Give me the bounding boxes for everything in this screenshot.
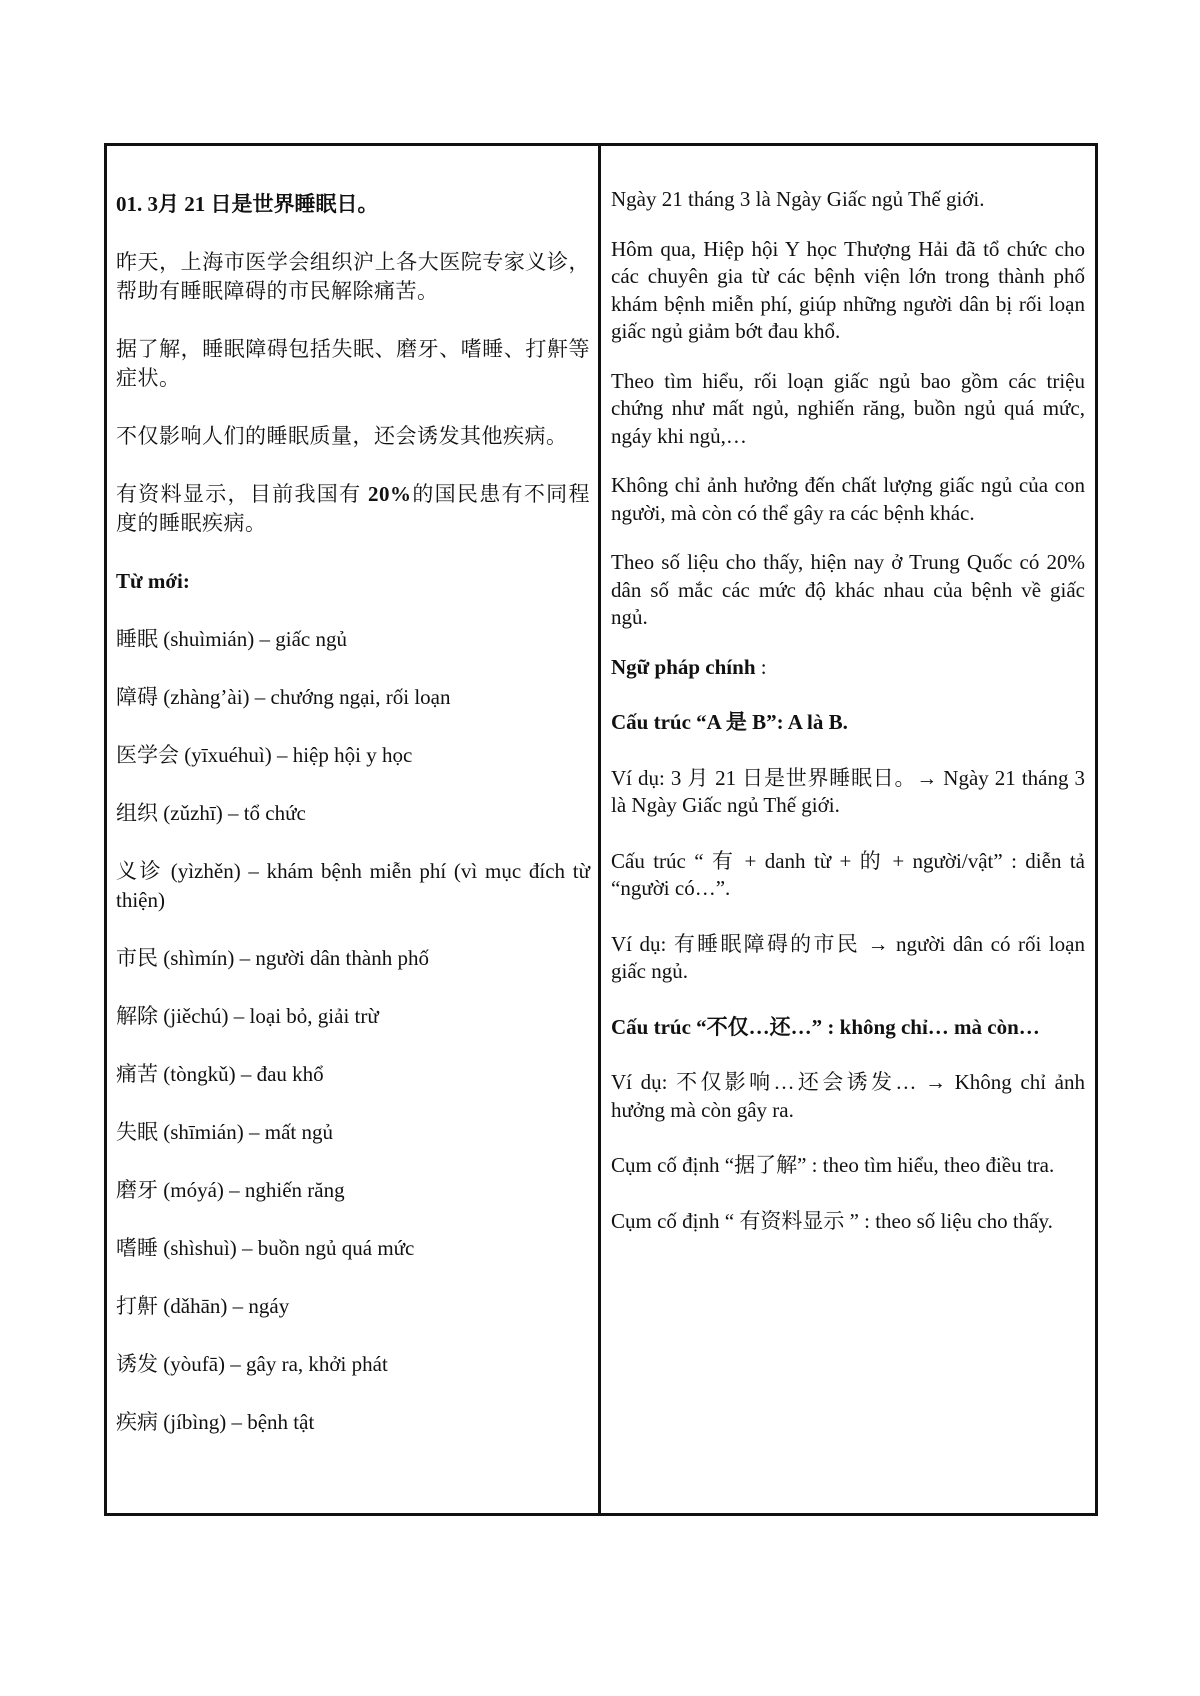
grammar-example: Ví dụ: 不仅影响…还会诱发… → Không chỉ ảnh hưởng mà còn gây ra. (611, 1070, 1085, 1122)
structure-text: Cấu trúc “不仅…还…” : không chỉ… mà còn… (611, 1014, 1040, 1039)
percent: 20% (368, 482, 412, 506)
grammar-structure: Cấu trúc “ 有 + danh từ + 的 + người/vật” : diễn tả “người có…”. (611, 848, 1085, 900)
vocab-item: 医学会 (yīxuéhuì) – hiệp hội y học (116, 743, 413, 767)
fixed-phrase: Cụm cố định “ 有资料显示 ” : theo số liệu cho thấy. (611, 1208, 1053, 1233)
grammar-heading-text: Ngữ pháp chính (611, 654, 756, 679)
fixed-phrase: Cụm cố định “据了解” : theo tìm hiểu, theo điều tra. (611, 1153, 1055, 1177)
vocab-item: 障碍 (zhàng’ài) – chướng ngại, rối loạn (116, 685, 451, 709)
vietnamese-column (601, 146, 1095, 1513)
grammar-heading (611, 654, 1085, 682)
vocab-list (116, 625, 590, 1437)
vocab-item: 睡眠 (shuìmián) – giấc ngủ (116, 627, 347, 651)
chinese-paragraph (116, 480, 590, 538)
vocab-item: 痛苦 (tòngkǔ) – đau khổ (116, 1062, 324, 1086)
structure-text: Cấu trúc “A 是 B”: A là B. (611, 710, 848, 734)
grammar-structure (611, 709, 1085, 737)
text: 的国民患有不同程度的睡眠疾病。 (116, 482, 590, 535)
grammar-example: Ví dụ: 3 月 21 日是世界睡眠日。→ Ngày 21 tháng 3 là Ngày Giấc ngủ Thế giới. (611, 765, 1085, 817)
translation-paragraph: Ngày 21 tháng 3 là Ngày Giấc ngủ Thế giới. (611, 187, 985, 211)
vocab-item: 义诊 (yìzhěn) – khám bệnh miễn phí (vì mục đích từ thiện) (116, 859, 590, 912)
vocab-heading (116, 567, 590, 596)
grammar-structure (611, 1014, 1085, 1042)
vocab-item: 组织 (zǔzhī) – tổ chức (116, 801, 306, 825)
translation-paragraph: Không chỉ ảnh hưởng đến chất lượng giấc ngủ của con người, mà còn có thể gây ra các bệnh khác. (611, 473, 1085, 525)
translation-paragraph: Hôm qua, Hiệp hội Y học Thượng Hải đã tổ chức cho các chuyên gia từ các bệnh viện lớn trong thành phố khám bệnh miễn phí, giúp những người dân bị rối loạn giấc ngủ giảm bớt đau khổ. (611, 236, 1085, 343)
vocab-item: 失眠 (shīmián) – mất ngủ (116, 1120, 333, 1144)
chinese-paragraph: 据了解，睡眠障碍包括失眠、磨牙、嗜睡、打鼾等症状。 (116, 337, 590, 390)
text: 有资料显示，目前我国有 (116, 482, 368, 506)
title-part: 月 (158, 192, 179, 216)
vocab-heading-text: Từ mới: (116, 569, 190, 593)
lesson-table (104, 143, 1098, 1516)
translation-paragraph: Theo tìm hiểu, rối loạn giấc ngủ bao gồm các triệu chứng như mất ngủ, nghiến răng, buồn ngủ quá mức, ngáy khi ngủ,… (611, 368, 1085, 448)
vocab-item: 解除 (jiěchú) – loại bỏ, giải trừ (116, 1004, 379, 1028)
lesson-title (116, 190, 590, 219)
vocab-item: 嗜睡 (shìshuì) – buồn ngủ quá mức (116, 1236, 415, 1260)
grammar-example: Ví dụ: 有睡眠障碍的市民 → người dân có rối loạn giấc ngủ. (611, 931, 1085, 983)
title-number: 01. 3 (116, 192, 158, 216)
colon: : (755, 654, 767, 679)
title-part: 21 (179, 192, 211, 216)
vocab-item: 打鼾 (dǎhān) – ngáy (116, 1294, 290, 1318)
vocab-item: 诱发 (yòufā) – gây ra, khởi phát (116, 1352, 388, 1376)
vocab-item: 磨牙 (móyá) – nghiến răng (116, 1178, 345, 1202)
title-part: 日是世界睡眠日。 (210, 192, 379, 216)
chinese-paragraph: 不仅影响人们的睡眠质量，还会诱发其他疾病。 (116, 424, 568, 448)
chinese-paragraph: 昨天，上海市医学会组织沪上各大医院专家义诊，帮助有睡眠障碍的市民解除痛苦。 (116, 250, 590, 303)
vocab-item: 疾病 (jíbìng) – bệnh tật (116, 1410, 315, 1434)
translation-paragraph: Theo số liệu cho thấy, hiện nay ở Trung Quốc có 20% dân số mắc các mức độ khác nhau của bệnh về giấc ngủ. (611, 550, 1085, 629)
vocab-item: 市民 (shìmín) – người dân thành phố (116, 946, 429, 970)
chinese-column (107, 146, 601, 1513)
